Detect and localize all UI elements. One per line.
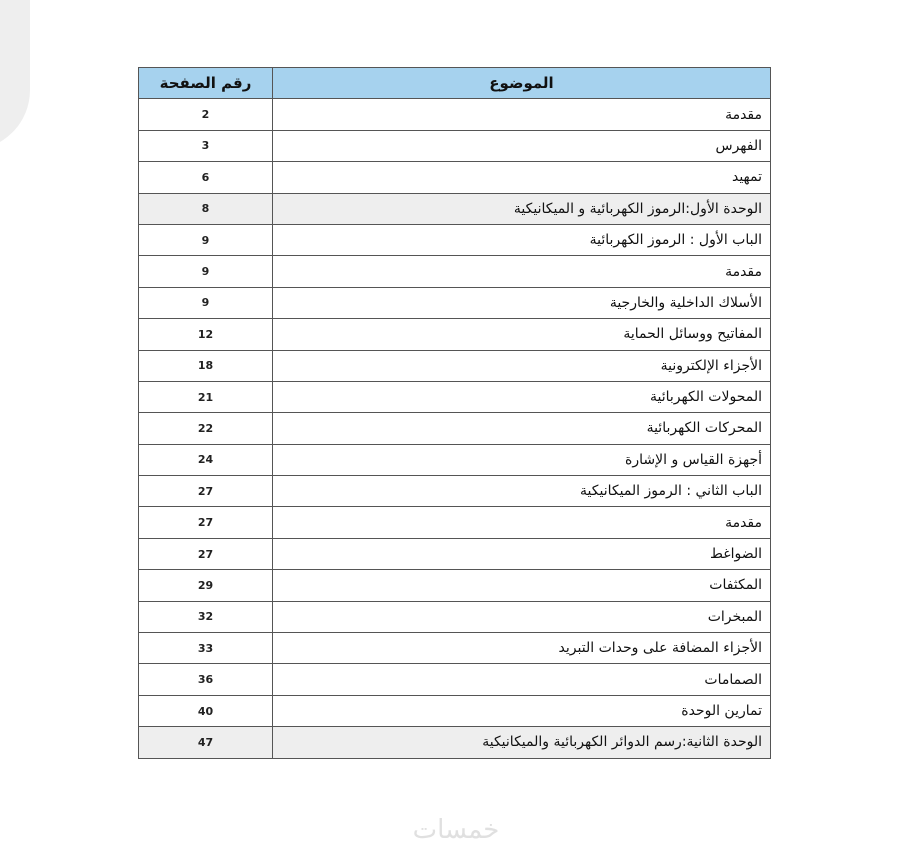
table-row	[139, 224, 771, 255]
table-row	[139, 727, 771, 758]
topic-cell: الأجزاء الإلكترونية	[273, 350, 771, 381]
table-row	[139, 538, 771, 569]
topic-cell: الفهرس	[273, 130, 771, 161]
topic-header: الموضوع	[273, 68, 771, 99]
table-row	[139, 413, 771, 444]
page-number-header: رقم الصفحة	[139, 68, 273, 99]
page-number-cell: 2	[139, 99, 273, 130]
topic-cell: أجهزة القياس و الإشارة	[273, 444, 771, 475]
topic-cell: الباب الثاني : الرموز الميكانيكية	[273, 476, 771, 507]
table-row	[139, 695, 771, 726]
topic-cell: الضواغط	[273, 538, 771, 569]
topic-cell: المفاتيح ووسائل الحماية	[273, 319, 771, 350]
toc-table	[138, 67, 771, 759]
page-number-cell: 24	[139, 444, 273, 475]
toc-body	[139, 99, 771, 758]
topic-cell: مقدمة	[273, 507, 771, 538]
topic-cell: المحولات الكهربائية	[273, 381, 771, 412]
page-number-cell: 9	[139, 287, 273, 318]
table-row	[139, 99, 771, 130]
watermark-logo: خمسات	[412, 815, 500, 845]
page-number-cell: 27	[139, 538, 273, 569]
topic-cell: الوحدة الثانية:رسم الدوائر الكهربائية والميكانيكية	[273, 727, 771, 758]
page-number-cell: 21	[139, 381, 273, 412]
topic-cell: المبخرات	[273, 601, 771, 632]
table-row	[139, 130, 771, 161]
table-row	[139, 601, 771, 632]
topic-cell: المكثفات	[273, 570, 771, 601]
table-row	[139, 193, 771, 224]
page-number-cell: 33	[139, 633, 273, 664]
table-row	[139, 570, 771, 601]
topic-cell: الوحدة الأول:الرموز الكهربائية و الميكانيكية	[273, 193, 771, 224]
page-number-cell: 12	[139, 319, 273, 350]
page-number-cell: 29	[139, 570, 273, 601]
table-row	[139, 350, 771, 381]
table-row	[139, 476, 771, 507]
page-number-cell: 47	[139, 727, 273, 758]
topic-cell: الباب الأول : الرموز الكهربائية	[273, 224, 771, 255]
page-number-cell: 9	[139, 224, 273, 255]
table-row	[139, 256, 771, 287]
topic-cell: مقدمة	[273, 256, 771, 287]
table-row	[139, 444, 771, 475]
corner-shade	[0, 0, 30, 150]
table-row	[139, 162, 771, 193]
table-row	[139, 633, 771, 664]
page-number-cell: 9	[139, 256, 273, 287]
table-row	[139, 319, 771, 350]
topic-cell: تمهيد	[273, 162, 771, 193]
topic-cell: تمارين الوحدة	[273, 695, 771, 726]
table-row	[139, 287, 771, 318]
page-number-cell: 32	[139, 601, 273, 632]
topic-cell: مقدمة	[273, 99, 771, 130]
page-number-cell: 22	[139, 413, 273, 444]
topic-cell: الأسلاك الداخلية والخارجية	[273, 287, 771, 318]
page-number-cell: 3	[139, 130, 273, 161]
topic-cell: الصمامات	[273, 664, 771, 695]
table-row	[139, 381, 771, 412]
page-number-cell: 6	[139, 162, 273, 193]
table-row	[139, 507, 771, 538]
page-number-cell: 27	[139, 476, 273, 507]
topic-cell: الأجزاء المضافة على وحدات التبريد	[273, 633, 771, 664]
page-number-cell: 27	[139, 507, 273, 538]
topic-cell: المحركات الكهربائية	[273, 413, 771, 444]
toc-header-row	[139, 68, 771, 99]
page-number-cell: 40	[139, 695, 273, 726]
table-row	[139, 664, 771, 695]
page-number-cell: 18	[139, 350, 273, 381]
page-number-cell: 8	[139, 193, 273, 224]
page-number-cell: 36	[139, 664, 273, 695]
